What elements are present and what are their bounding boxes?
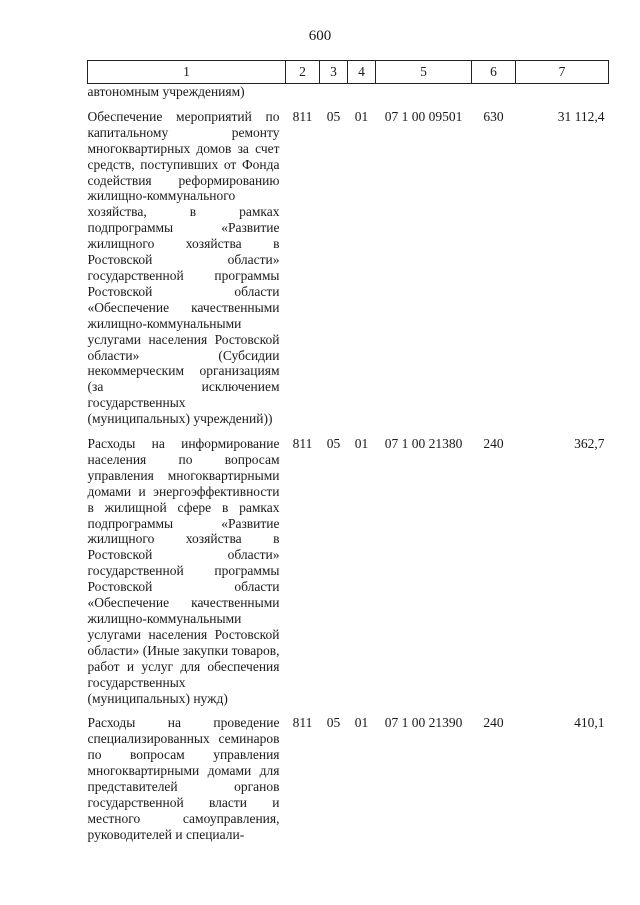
- row-subsection-code: 01: [354, 108, 369, 124]
- row-description: Расходы на проведение специализированных семинаров по вопросам управления многоквартирными домами для представителей органов государственной власти и местного самоуправления, руководителей и специали-: [87, 715, 280, 842]
- row-subsection-code: 01: [354, 715, 369, 731]
- page-number: 600: [308, 28, 332, 44]
- continuation-text: автономным учреждениям): [87, 84, 245, 99]
- header-col-7: 7: [516, 61, 609, 84]
- row-ministry-code: 811: [292, 108, 313, 124]
- row-subsection-code: 01: [354, 436, 369, 452]
- row-description: Расходы на информирование населения по вопросам управления многоквартирными домами и энергоэффективности в жилищной сфере в рамках подпрограммы «Развитие жилищного хозяйства в Ростовской области» государственной программы Ростовской области «Обеспечение качественными жилищно-коммунальными услугами населения Ростовской области» (Иные закупки товаров, работ и услуг для обеспечения государственных (муниципальных) нужд): [87, 436, 280, 706]
- table-row: [88, 427, 609, 706]
- budget-table-grid: [87, 60, 609, 843]
- header-col-6: 6: [472, 61, 516, 84]
- header-col-4: 4: [348, 61, 376, 84]
- header-col-1: 1: [88, 61, 286, 84]
- row-expense-type: 240: [483, 436, 504, 452]
- continuation-row: [88, 84, 609, 100]
- row-amount: 31 112,4: [557, 108, 605, 124]
- row-target-article: 07 1 00 21380: [384, 436, 463, 452]
- row-target-article: 07 1 00 21390: [384, 715, 463, 731]
- header-col-2: 2: [286, 61, 320, 84]
- row-description: Обеспечение мероприятий по капитальному ремонту многоквартирных домов за счет средств, поступивших от Фонда содействия реформированию жилищно-коммунального хозяйства, в рамках подпрограммы «Развитие жилищного хозяйства в Ростовской области» государственной программы Ростовской области «Обеспечение качественными жилищно-коммунальными услугами населения Ростовской области» (Субсидии некоммерческим организациям (за исключением государственных (муниципальных) учреждений)): [87, 108, 280, 427]
- row-amount: 410,1: [574, 715, 605, 731]
- budget-table: [87, 60, 608, 843]
- table-row: [88, 100, 609, 427]
- row-ministry-code: 811: [292, 436, 313, 452]
- row-expense-type: 240: [483, 715, 504, 731]
- row-expense-type: 630: [483, 108, 504, 124]
- table-body: [88, 84, 609, 843]
- row-section-code: 05: [326, 436, 341, 452]
- row-ministry-code: 811: [292, 715, 313, 731]
- row-section-code: 05: [326, 108, 341, 124]
- row-section-code: 05: [326, 715, 341, 731]
- header-col-3: 3: [320, 61, 348, 84]
- table-header: [88, 61, 609, 84]
- header-row: [88, 61, 609, 84]
- header-col-5: 5: [376, 61, 472, 84]
- row-target-article: 07 1 00 09501: [384, 108, 463, 124]
- table-row: [88, 706, 609, 842]
- row-amount: 362,7: [574, 436, 605, 452]
